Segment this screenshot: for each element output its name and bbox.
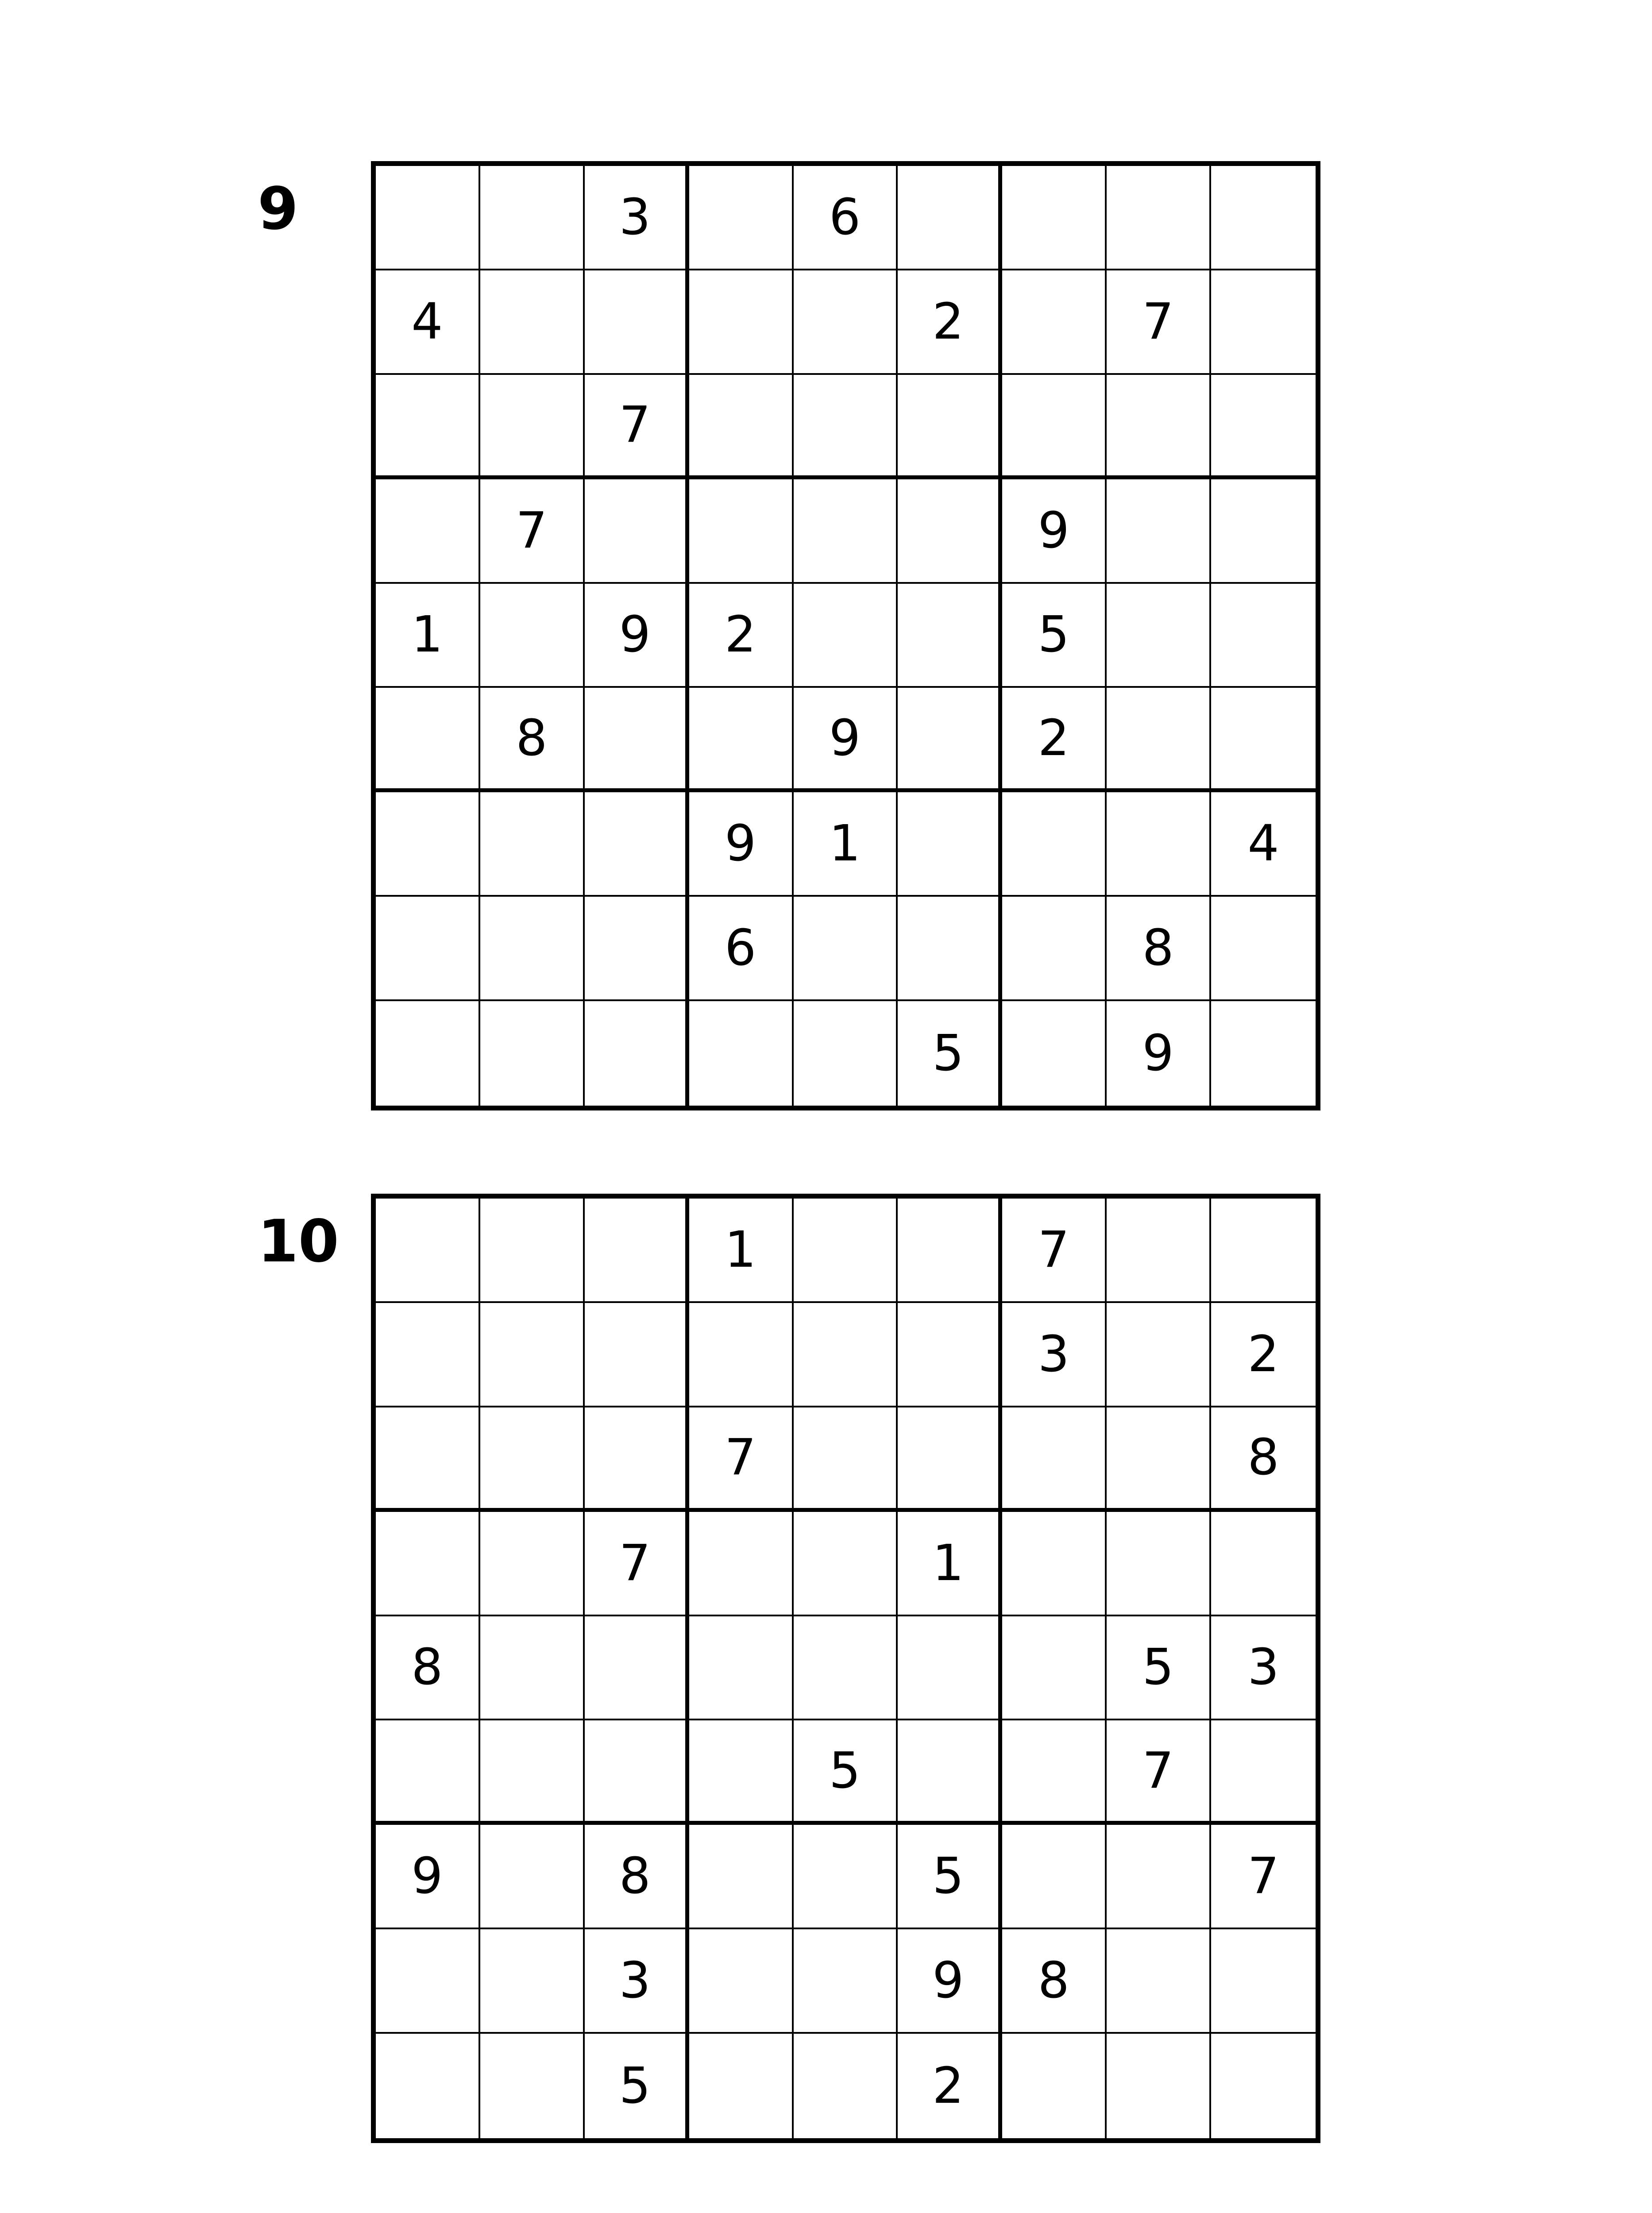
empty-cell[interactable] [376, 1199, 480, 1303]
empty-cell[interactable] [585, 792, 689, 897]
empty-cell[interactable] [585, 479, 689, 584]
empty-cell[interactable] [1002, 897, 1107, 1001]
empty-cell[interactable] [1211, 1929, 1316, 2034]
given-cell[interactable]: 1 [376, 584, 480, 688]
given-cell[interactable]: 2 [1211, 1303, 1316, 1407]
empty-cell[interactable] [1211, 1001, 1316, 1106]
empty-cell[interactable] [585, 688, 689, 792]
empty-cell[interactable] [1002, 1001, 1107, 1106]
empty-cell[interactable] [376, 1512, 480, 1616]
empty-cell[interactable] [585, 1407, 689, 1512]
empty-cell[interactable] [376, 375, 480, 479]
given-cell[interactable]: 8 [376, 1616, 480, 1721]
empty-cell[interactable] [898, 688, 1002, 792]
empty-cell[interactable] [1002, 2034, 1107, 2138]
given-cell[interactable]: 7 [585, 375, 689, 479]
empty-cell[interactable] [1002, 270, 1107, 375]
empty-cell[interactable] [480, 1512, 585, 1616]
empty-cell[interactable] [794, 2034, 898, 2138]
empty-cell[interactable] [376, 1929, 480, 2034]
given-cell[interactable]: 7 [1107, 270, 1211, 375]
empty-cell[interactable] [689, 2034, 794, 2138]
puzzle-number: 9 [258, 175, 298, 243]
empty-cell[interactable] [1002, 375, 1107, 479]
empty-cell[interactable] [1002, 1720, 1107, 1825]
empty-cell[interactable] [376, 1407, 480, 1512]
given-cell[interactable]: 5 [1107, 1616, 1211, 1721]
empty-cell[interactable] [376, 688, 480, 792]
empty-cell[interactable] [480, 1825, 585, 1929]
empty-cell[interactable] [794, 897, 898, 1001]
empty-cell[interactable] [376, 1303, 480, 1407]
empty-cell[interactable] [1107, 479, 1211, 584]
empty-cell[interactable] [1211, 584, 1316, 688]
empty-cell[interactable] [480, 1720, 585, 1825]
empty-cell[interactable] [689, 270, 794, 375]
given-cell[interactable]: 1 [689, 1199, 794, 1303]
given-cell[interactable]: 7 [1107, 1720, 1211, 1825]
empty-cell[interactable] [480, 897, 585, 1001]
given-cell[interactable]: 5 [794, 1720, 898, 1825]
empty-cell[interactable] [1211, 688, 1316, 792]
empty-cell[interactable] [480, 166, 585, 270]
empty-cell[interactable] [1002, 1407, 1107, 1512]
given-cell[interactable]: 9 [794, 688, 898, 792]
empty-cell[interactable] [794, 270, 898, 375]
empty-cell[interactable] [1211, 375, 1316, 479]
empty-cell[interactable] [1211, 270, 1316, 375]
empty-cell[interactable] [585, 1303, 689, 1407]
empty-cell[interactable] [1211, 1199, 1316, 1303]
empty-cell[interactable] [898, 1720, 1002, 1825]
empty-cell[interactable] [1107, 688, 1211, 792]
empty-cell[interactable] [689, 1720, 794, 1825]
empty-cell[interactable] [585, 270, 689, 375]
empty-cell[interactable] [898, 792, 1002, 897]
empty-cell[interactable] [376, 1001, 480, 1106]
given-cell[interactable]: 8 [1107, 897, 1211, 1001]
empty-cell[interactable] [794, 479, 898, 584]
given-cell[interactable]: 5 [585, 2034, 689, 2138]
empty-cell[interactable] [480, 792, 585, 897]
empty-cell[interactable] [898, 375, 1002, 479]
empty-cell[interactable] [585, 1616, 689, 1721]
empty-cell[interactable] [1107, 1512, 1211, 1616]
given-cell[interactable]: 8 [1211, 1407, 1316, 1512]
empty-cell[interactable] [376, 2034, 480, 2138]
empty-cell[interactable] [689, 166, 794, 270]
empty-cell[interactable] [898, 1303, 1002, 1407]
given-cell[interactable]: 5 [898, 1825, 1002, 1929]
empty-cell[interactable] [794, 1512, 898, 1616]
empty-cell[interactable] [898, 1199, 1002, 1303]
empty-cell[interactable] [1002, 1825, 1107, 1929]
empty-cell[interactable] [1107, 584, 1211, 688]
empty-cell[interactable] [1211, 166, 1316, 270]
empty-cell[interactable] [1107, 1199, 1211, 1303]
sudoku-grid [371, 161, 1320, 1110]
given-cell[interactable]: 4 [1211, 792, 1316, 897]
given-cell[interactable]: 6 [689, 897, 794, 1001]
empty-cell[interactable] [689, 1929, 794, 2034]
empty-cell[interactable] [1107, 1407, 1211, 1512]
empty-cell[interactable] [480, 2034, 585, 2138]
empty-cell[interactable] [1211, 897, 1316, 1001]
empty-cell[interactable] [898, 166, 1002, 270]
empty-cell[interactable] [689, 375, 794, 479]
empty-cell[interactable] [1107, 375, 1211, 479]
given-cell[interactable]: 1 [794, 792, 898, 897]
given-cell[interactable]: 9 [585, 584, 689, 688]
empty-cell[interactable] [480, 1199, 585, 1303]
empty-cell[interactable] [1107, 166, 1211, 270]
empty-cell[interactable] [1211, 479, 1316, 584]
given-cell[interactable]: 8 [1002, 1929, 1107, 2034]
empty-cell[interactable] [585, 1001, 689, 1106]
empty-cell[interactable] [794, 1001, 898, 1106]
empty-cell[interactable] [689, 1303, 794, 1407]
given-cell[interactable]: 7 [689, 1407, 794, 1512]
given-cell[interactable]: 1 [898, 1512, 1002, 1616]
empty-cell[interactable] [1002, 166, 1107, 270]
empty-cell[interactable] [689, 1616, 794, 1721]
empty-cell[interactable] [1002, 1512, 1107, 1616]
empty-cell[interactable] [1002, 792, 1107, 897]
given-cell[interactable]: 3 [1002, 1303, 1107, 1407]
empty-cell[interactable] [1211, 1512, 1316, 1616]
given-cell[interactable]: 2 [689, 584, 794, 688]
empty-cell[interactable] [376, 479, 480, 584]
given-cell[interactable]: 9 [376, 1825, 480, 1929]
given-cell[interactable]: 7 [585, 1512, 689, 1616]
empty-cell[interactable] [1107, 1825, 1211, 1929]
empty-cell[interactable] [376, 897, 480, 1001]
given-cell[interactable]: 8 [585, 1825, 689, 1929]
given-cell[interactable]: 3 [1211, 1616, 1316, 1721]
empty-cell[interactable] [794, 1825, 898, 1929]
given-cell[interactable]: 9 [898, 1929, 1002, 2034]
empty-cell[interactable] [480, 1303, 585, 1407]
empty-cell[interactable] [1107, 792, 1211, 897]
empty-cell[interactable] [1002, 1616, 1107, 1721]
empty-cell[interactable] [1107, 2034, 1211, 2138]
given-cell[interactable]: 7 [1002, 1199, 1107, 1303]
empty-cell[interactable] [898, 897, 1002, 1001]
given-cell[interactable]: 8 [480, 688, 585, 792]
empty-cell[interactable] [376, 166, 480, 270]
empty-cell[interactable] [689, 1825, 794, 1929]
empty-cell[interactable] [480, 1929, 585, 2034]
given-cell[interactable]: 3 [585, 166, 689, 270]
given-cell[interactable]: 6 [794, 166, 898, 270]
empty-cell[interactable] [1211, 2034, 1316, 2138]
given-cell[interactable]: 2 [898, 270, 1002, 375]
empty-cell[interactable] [585, 1720, 689, 1825]
empty-cell[interactable] [480, 375, 585, 479]
given-cell[interactable]: 9 [1107, 1001, 1211, 1106]
empty-cell[interactable] [794, 1407, 898, 1512]
empty-cell[interactable] [480, 1616, 585, 1721]
given-cell[interactable]: 2 [1002, 688, 1107, 792]
sudoku-grid [371, 1194, 1320, 2143]
given-cell[interactable]: 7 [1211, 1825, 1316, 1929]
empty-cell[interactable] [794, 375, 898, 479]
empty-cell[interactable] [376, 792, 480, 897]
empty-cell[interactable] [898, 1407, 1002, 1512]
empty-cell[interactable] [794, 1199, 898, 1303]
empty-cell[interactable] [480, 1001, 585, 1106]
empty-cell[interactable] [1107, 1929, 1211, 2034]
given-cell[interactable]: 2 [898, 2034, 1002, 2138]
given-cell[interactable]: 3 [585, 1929, 689, 2034]
empty-cell[interactable] [794, 1616, 898, 1721]
empty-cell[interactable] [794, 1929, 898, 2034]
empty-cell[interactable] [794, 584, 898, 688]
empty-cell[interactable] [480, 1407, 585, 1512]
empty-cell[interactable] [585, 897, 689, 1001]
given-cell[interactable]: 9 [689, 792, 794, 897]
puzzle-number: 10 [258, 1207, 339, 1276]
empty-cell[interactable] [1107, 1303, 1211, 1407]
given-cell[interactable]: 4 [376, 270, 480, 375]
empty-cell[interactable] [689, 1001, 794, 1106]
empty-cell[interactable] [689, 1512, 794, 1616]
empty-cell[interactable] [794, 1303, 898, 1407]
empty-cell[interactable] [480, 584, 585, 688]
given-cell[interactable]: 7 [480, 479, 585, 584]
empty-cell[interactable] [480, 270, 585, 375]
empty-cell[interactable] [898, 479, 1002, 584]
given-cell[interactable]: 5 [898, 1001, 1002, 1106]
given-cell[interactable]: 9 [1002, 479, 1107, 584]
given-cell[interactable]: 5 [1002, 584, 1107, 688]
empty-cell[interactable] [689, 479, 794, 584]
empty-cell[interactable] [1211, 1720, 1316, 1825]
empty-cell[interactable] [376, 1720, 480, 1825]
empty-cell[interactable] [898, 584, 1002, 688]
empty-cell[interactable] [898, 1616, 1002, 1721]
empty-cell[interactable] [585, 1199, 689, 1303]
empty-cell[interactable] [689, 688, 794, 792]
